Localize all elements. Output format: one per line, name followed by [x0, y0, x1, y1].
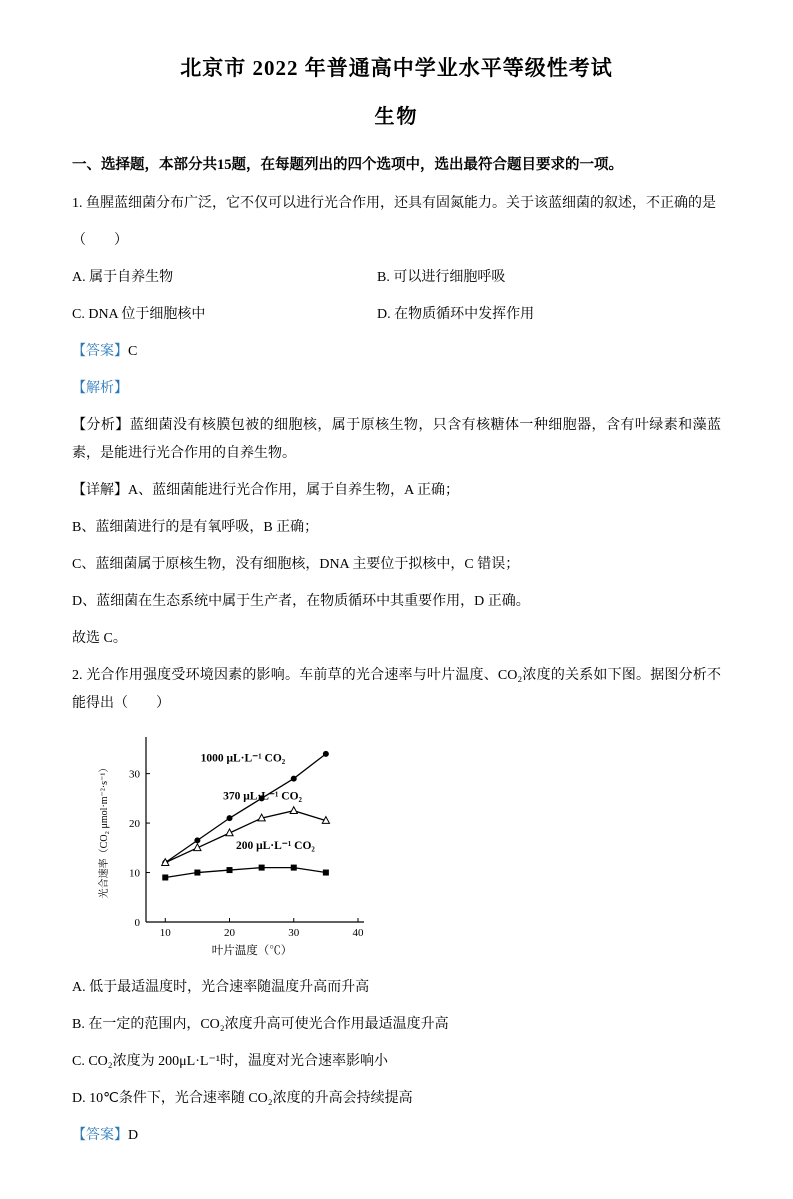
q1-detail-line: B、蓝细菌进行的是有氧呼吸，B 正确；	[72, 520, 319, 535]
q1-answer-line	[72, 338, 721, 366]
section-header: 一、选择题，本部分共15题，在每题列出的四个选项中，选出最符合题目要求的一项。	[72, 157, 623, 173]
q1-answer-blank: （ ）	[72, 233, 128, 248]
q2-answer-value: D	[128, 1128, 139, 1143]
q2-option-b: B. 在一定的范围内，CO₂浓度升高可使光合作用最适温度升高	[72, 1017, 449, 1032]
q1-options-row-1	[72, 264, 721, 292]
svg-text:30: 30	[288, 927, 300, 939]
q2-option-a: A. 低于最适温度时，光合速率随温度升高而升高	[72, 980, 370, 995]
photosynthesis-chart-figure	[94, 727, 721, 962]
svg-text:200 μL·L⁻¹ CO₂: 200 μL·L⁻¹ CO₂	[235, 839, 315, 852]
q1-answer-value: C	[128, 344, 138, 359]
svg-text:370 μL·L⁻¹ CO₂: 370 μL·L⁻¹ CO₂	[223, 790, 303, 803]
svg-text:20: 20	[129, 818, 140, 831]
svg-text:40: 40	[352, 927, 364, 939]
svg-text:叶片温度（℃）: 叶片温度（℃）	[211, 945, 293, 957]
q1-option-d: D. 在物质循环中发挥作用	[377, 307, 535, 322]
q2-option-d: D. 10℃条件下，光合速率随 CO₂浓度的升高会持续提高	[72, 1091, 413, 1106]
q1-answer-label: 【答案】	[72, 344, 128, 359]
subject-title: 生物	[374, 106, 419, 128]
q2-answer-label: 【答案】	[72, 1128, 128, 1143]
q1-options-row-2	[72, 301, 721, 329]
svg-text:10: 10	[159, 927, 171, 939]
svg-text:30: 30	[129, 768, 140, 781]
q1-conclusion: 故选 C。	[72, 631, 127, 646]
q1-option-a: A. 属于自养生物	[72, 270, 174, 285]
question-1	[72, 190, 721, 653]
q1-analysis-label-line	[72, 375, 721, 403]
q1-option-c: C. DNA 位于细胞核中	[72, 307, 206, 322]
svg-text:0: 0	[134, 917, 140, 929]
question-2	[72, 662, 721, 1150]
svg-text:1000 μL·L⁻¹ CO₂: 1000 μL·L⁻¹ CO₂	[200, 752, 286, 765]
page-title: 北京市 2022 年普通高中学业水平等级性考试	[180, 56, 613, 80]
q1-analysis-label: 【解析】	[72, 381, 128, 396]
q2-option-c: C. CO₂浓度为 200μL·L⁻¹时，温度对光合速率影响小	[72, 1054, 389, 1069]
q2-stem: 2. 光合作用强度受环境因素的影响。车前草的光合速率与叶片温度、CO₂浓度的关系如下图。据图分析不能得出（ ）	[72, 668, 721, 711]
q1-detail-line: C、蓝细菌属于原核生物，没有细胞核，DNA 主要位于拟核中，C 错误；	[72, 557, 520, 572]
q1-detail-line: D、蓝细菌在生态系统中属于生产者，在物质循环中其重要作用，D 正确。	[72, 594, 530, 609]
q2-answer-line	[72, 1122, 721, 1150]
svg-text:20: 20	[224, 927, 236, 939]
q1-option-b: B. 可以进行细胞呼吸	[377, 270, 506, 285]
q1-stem: 1. 鱼腥蓝细菌分布广泛，它不仅可以进行光合作用，还具有固氮能力。关于该蓝细菌的叙述，不正确的是	[72, 196, 716, 211]
q1-detail-line: 【详解】A、蓝细菌能进行光合作用，属于自养生物，A 正确；	[72, 483, 459, 498]
photosynthesis-rate-chart	[94, 727, 374, 962]
q1-analysis-text: 【分析】蓝细菌没有核膜包被的细胞核，属于原核生物，只含有核糖体一种细胞器，含有叶绿素和藻蓝素，是能进行光合作用的自养生物。	[72, 418, 721, 461]
svg-text:10: 10	[129, 867, 140, 880]
svg-text:光合速率（CO₂ μmol·m⁻²·s⁻¹）: 光合速率（CO₂ μmol·m⁻²·s⁻¹）	[99, 762, 110, 899]
